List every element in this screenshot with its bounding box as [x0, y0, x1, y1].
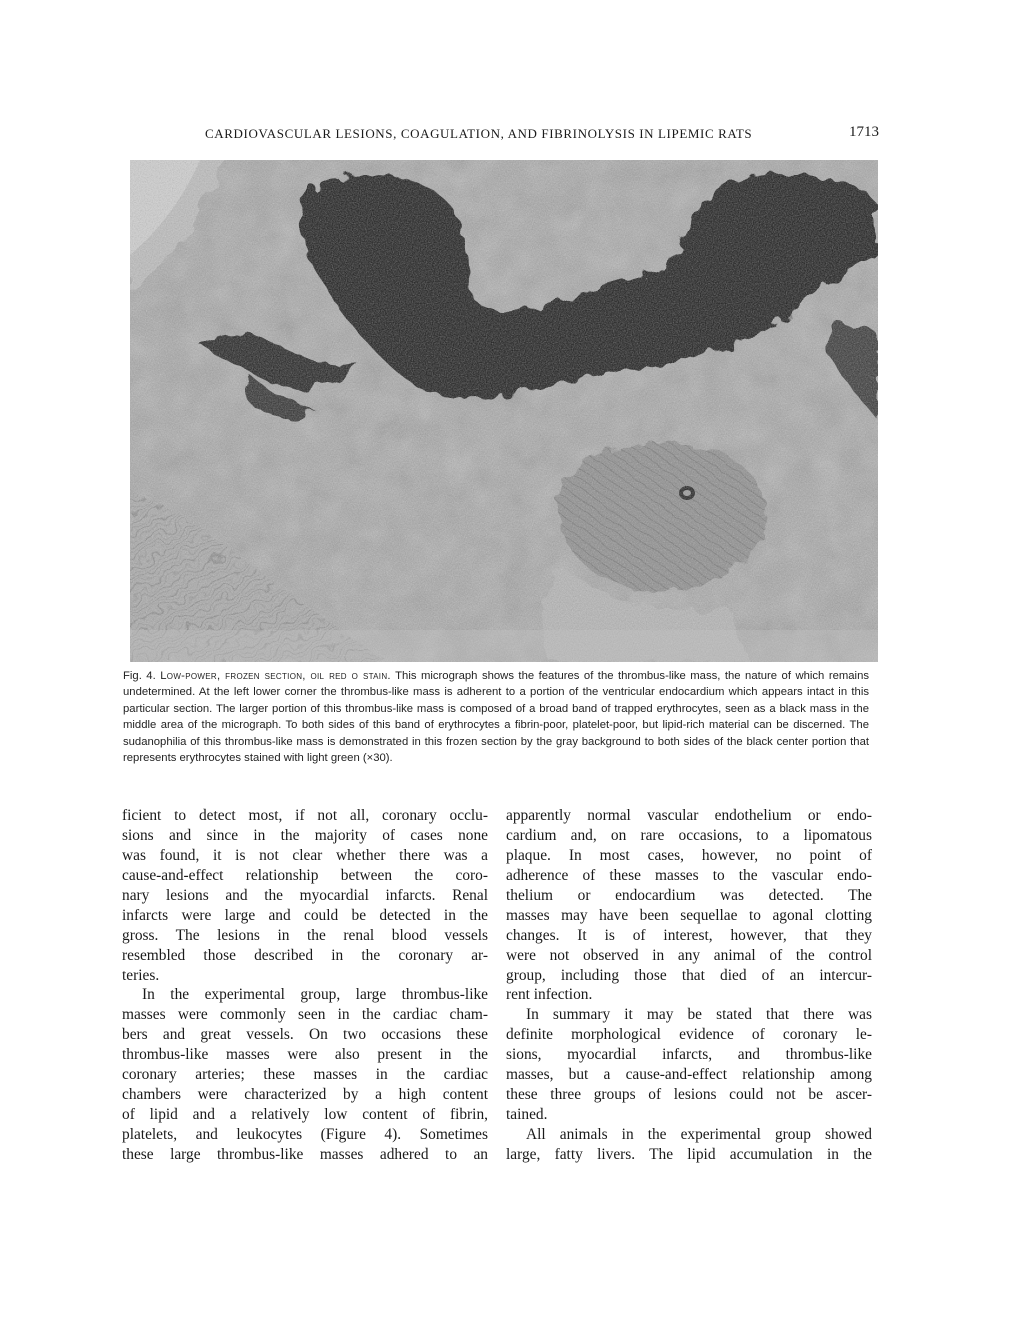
- text-line: masses, but a cause-and-effect relationship among: [506, 1066, 872, 1084]
- text-line: large, fatty livers. The lipid accumulation in the: [506, 1145, 872, 1163]
- text-line: group, including those that died of an intercur-: [506, 966, 872, 984]
- text-line: In summary it may be stated that there was: [526, 1006, 872, 1024]
- text-line: masses may have been sequellae to agonal clotting: [506, 906, 872, 924]
- text-line: adherence of these masses to the vascular endo-: [506, 866, 872, 884]
- text-line: infarcts were large and could be detected in the: [122, 906, 488, 924]
- text-line: masses were commonly seen in the cardiac cham-: [122, 1006, 488, 1024]
- right-text-column: [506, 806, 872, 1165]
- text-line: platelets, and leukocytes (Figure 4). Sometimes: [122, 1126, 488, 1143]
- text-line: cause-and-effect relationship between the coro-: [122, 866, 488, 884]
- text-line: gross. The lesions in the renal blood vessels: [122, 926, 488, 944]
- text-line: cardium and, on rare occasions, to a lipomatous: [506, 826, 872, 844]
- figure-caption: [123, 668, 869, 766]
- micrograph-image: [130, 160, 878, 662]
- page-number: 1713: [849, 124, 879, 140]
- text-line: sions and since in the majority of cases none: [122, 826, 488, 844]
- text-line: these large thrombus-like masses adhered to an: [122, 1145, 488, 1163]
- running-header: [205, 124, 879, 146]
- text-line: All animals in the experimental group showed: [526, 1126, 872, 1143]
- text-line: nary lesions and the myocardial infarcts. Renal: [122, 886, 488, 904]
- text-line: rent infection.: [506, 986, 593, 1004]
- micrograph-figure: [130, 160, 878, 662]
- figure-caption-text: This micrograph shows the features of the thrombus-like mass, the nature of which remains undetermined. At the left lower corner the thrombus-like mass is adherent to a portion of the ventricular endocardium which appears intact in this particular section. The larger portion of this thrombus-like mass is composed of a broad band of trapped erythrocytes, seen as a black mass in the middle area of the micrograph. To both sides of this band of erythrocytes a fibrin-poor, platelet-poor, but lipid-rich material can be discerned. The sudanophilia of this thrombus-like mass is demonstrated in this frozen section by the gray background to both sides of the black center portion that represents erythrocytes stained with light green (×30).: [123, 670, 869, 765]
- text-line: was found, it is not clear whether there was a: [122, 846, 488, 864]
- figure-label: Fig. 4.: [123, 670, 156, 682]
- left-text-column: [122, 806, 488, 1165]
- text-line: plaque. In most cases, however, no point of: [506, 846, 872, 864]
- text-line: chambers were characterized by a high content: [122, 1086, 488, 1104]
- text-line: coronary arteries; these masses in the cardiac: [122, 1066, 488, 1084]
- text-line: bers and great vessels. On two occasions these: [122, 1026, 488, 1044]
- text-line: thelium or endocardium was detected. The: [506, 886, 872, 904]
- text-line: these three groups of lesions could not be ascer-: [506, 1086, 872, 1104]
- text-line: thrombus-like masses were also present in the: [122, 1046, 488, 1064]
- text-line: were not observed in any animal of the control: [506, 946, 872, 964]
- running-title: CARDIOVASCULAR LESIONS, COAGULATION, AND FIBRINOLYSIS IN LIPEMIC RATS: [205, 126, 753, 141]
- text-line: sions, myocardial infarcts, and thrombus-like: [506, 1046, 872, 1064]
- text-line: ficient to detect most, if not all, coronary occlu-: [122, 807, 488, 824]
- text-line: teries.: [122, 966, 160, 984]
- text-line: definite morphological evidence of coronary le-: [506, 1026, 872, 1044]
- text-line: In the experimental group, large thrombus-like: [142, 986, 488, 1004]
- figure-title: Low-power, frozen section, oil red o stain.: [160, 670, 391, 682]
- text-line: changes. It is of interest, however, that they: [506, 926, 872, 944]
- text-line: tained.: [506, 1106, 548, 1124]
- text-line: apparently normal vascular endothelium or endo-: [506, 807, 872, 824]
- text-line: resembled those described in the coronary ar-: [122, 946, 488, 964]
- text-line: of lipid and a relatively low content of fibrin,: [122, 1106, 488, 1124]
